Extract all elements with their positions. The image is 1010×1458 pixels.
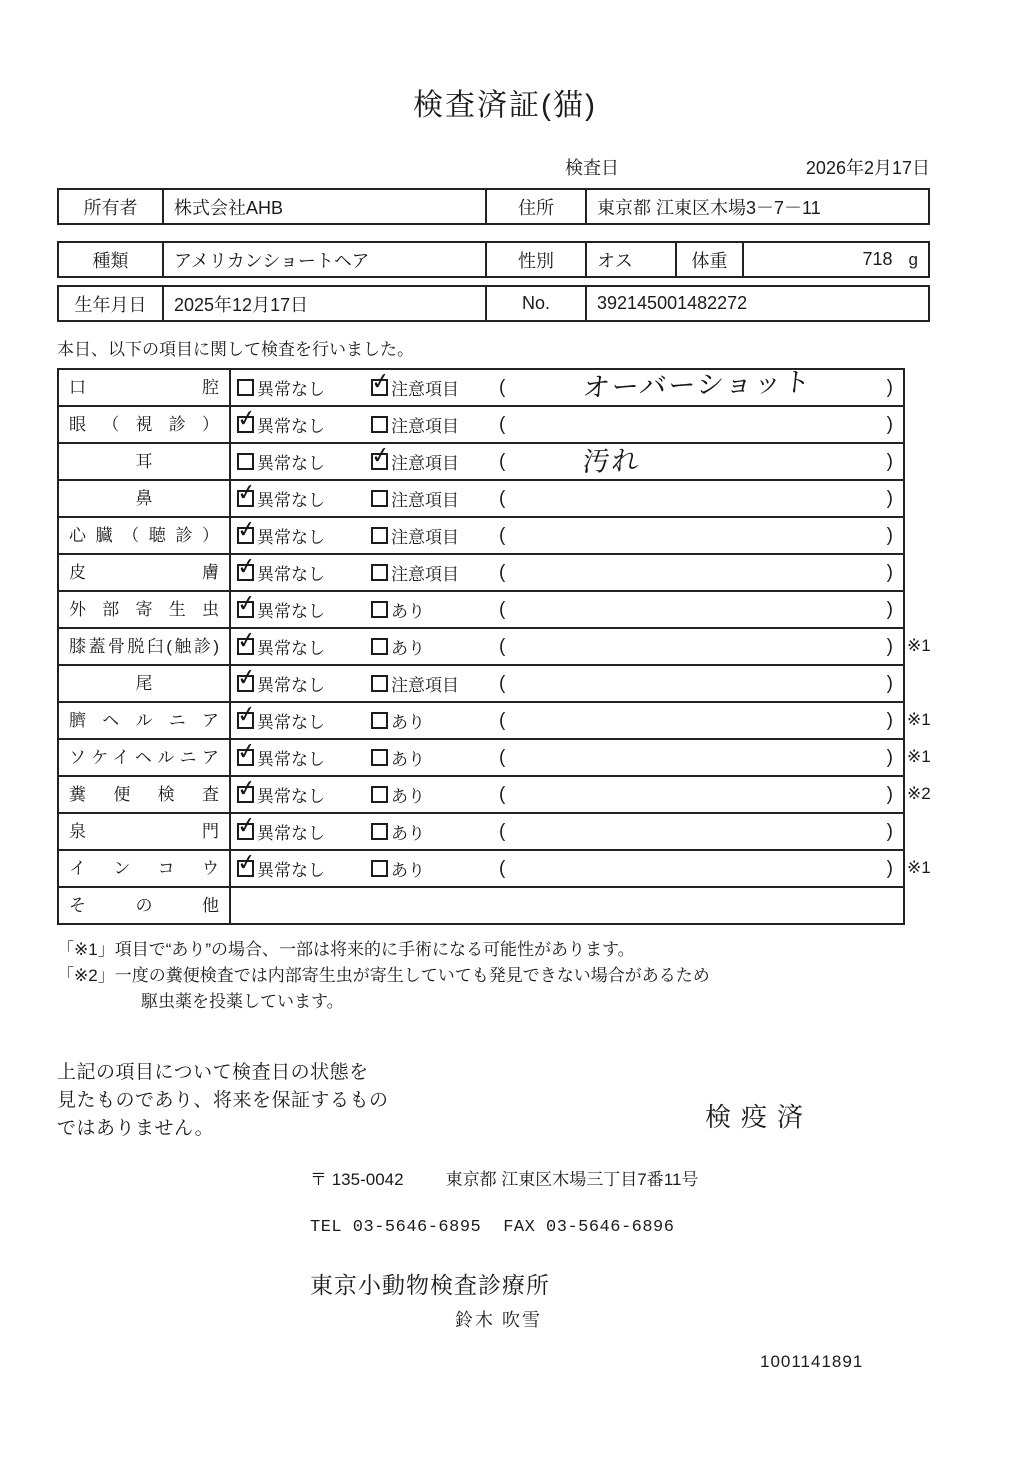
paren-close-icon: ) [886, 598, 893, 620]
weight-label: 体重 [675, 243, 742, 276]
exam-row-content [231, 703, 903, 738]
note-handwritten [505, 489, 886, 499]
option-attention-label: 注意項目 [391, 417, 459, 436]
checkbox-attention-icon [371, 453, 388, 470]
option-attention [371, 523, 499, 548]
option-normal-label: 異常なし [257, 750, 325, 769]
clinic-address-row [310, 1165, 1010, 1190]
option-attention [371, 745, 499, 770]
option-no-abnormality [237, 671, 371, 696]
paren-open-icon: ( [499, 783, 506, 805]
ref-mark: ※1 [907, 636, 931, 655]
paren-open-icon: ( [499, 857, 506, 879]
birthdate-value: 2025年12月17日 [162, 287, 485, 320]
option-attention [371, 486, 499, 511]
exam-item-label: 皮膚 [59, 555, 231, 590]
checkbox-normal-icon [237, 712, 254, 729]
checkbox-attention-icon [371, 712, 388, 729]
option-normal-label: 異常なし [257, 380, 325, 399]
checkbox-attention-icon [371, 749, 388, 766]
option-normal-label: 異常なし [257, 824, 325, 843]
weight-value: 718 [862, 249, 893, 269]
option-normal-label: 異常なし [257, 639, 325, 658]
exam-row [59, 366, 903, 407]
clinic-address: 東京都 江東区木場三丁目7番11号 [445, 1170, 699, 1189]
checkbox-attention-icon [371, 786, 388, 803]
clinic-fax: FAX 03-5646-6896 [503, 1218, 675, 1237]
option-no-abnormality [237, 819, 371, 844]
exam-row [59, 888, 903, 923]
checkbox-normal-icon [237, 786, 254, 803]
note-handwritten [505, 415, 886, 425]
option-no-abnormality [237, 782, 371, 807]
option-attention-label: 注意項目 [391, 528, 459, 547]
birthdate-table [57, 285, 930, 322]
paren-close-icon: ) [886, 524, 893, 546]
option-no-abnormality [237, 449, 371, 474]
birthdate-label: 生年月日 [74, 294, 147, 315]
no-label: No. [485, 287, 585, 320]
exam-item-label: 鼻 [59, 481, 231, 516]
exam-row-content [231, 629, 903, 664]
exam-row [59, 555, 903, 592]
clinic-footer [310, 1165, 1010, 1332]
paren-close-icon: ) [886, 672, 893, 694]
exam-row-content [231, 851, 903, 886]
note-handwritten [505, 785, 886, 795]
document-number: 1001141891 [760, 1352, 864, 1371]
paren-close-icon: ) [886, 413, 893, 435]
breed-table [57, 241, 930, 278]
checkbox-attention-icon [371, 416, 388, 433]
exam-row-content [231, 740, 903, 775]
option-attention-label: 注意項目 [391, 454, 459, 473]
option-normal-label: 異常なし [257, 787, 325, 806]
option-normal-label: 異常なし [257, 565, 325, 584]
note-handwritten [505, 674, 886, 684]
option-normal-label: 異常なし [257, 602, 325, 621]
footnotes [57, 937, 1010, 1015]
checkbox-attention-icon [371, 379, 388, 396]
note-handwritten [505, 711, 886, 721]
exam-item-label: ソケイヘルニア [59, 740, 231, 775]
option-attention [371, 412, 499, 437]
footnote-ref2-line1: 「※2」一度の糞便検査では内部寄生虫が寄生していても発見できない場合があるため [57, 966, 710, 985]
checkbox-normal-icon [237, 453, 254, 470]
option-no-abnormality [237, 597, 371, 622]
option-attention-label: 注意項目 [391, 380, 459, 399]
exam-item-label: 糞便検査 [59, 777, 231, 812]
disclaimer-text [57, 1059, 1010, 1143]
exam-table [57, 366, 931, 925]
exam-row [59, 851, 931, 888]
postal-code: 〒 135-0042 [310, 1170, 404, 1189]
exam-row [59, 592, 903, 629]
option-normal-label: 異常なし [257, 454, 325, 473]
paren-close-icon: ) [886, 635, 893, 657]
paren-close-icon: ) [886, 376, 893, 398]
paren-open-icon: ( [499, 746, 506, 768]
option-attention-label: あり [391, 824, 425, 843]
option-attention [371, 634, 499, 659]
disclaimer-section [57, 1059, 1010, 1143]
paren-open-icon: ( [499, 487, 506, 509]
paren-close-icon: ) [886, 487, 893, 509]
exam-item-label: 膝蓋骨脱臼(触診) [59, 629, 231, 664]
option-no-abnormality [237, 412, 371, 437]
exam-row [59, 666, 903, 703]
exam-row-content [231, 777, 903, 812]
exam-item-label: 耳 [59, 444, 231, 479]
paren-close-icon: ) [886, 783, 893, 805]
option-attention-label: 注意項目 [391, 491, 459, 510]
option-attention-label: あり [391, 713, 425, 732]
paren-close-icon: ) [886, 746, 893, 768]
option-no-abnormality [237, 486, 371, 511]
disclaimer-line2: 見たものであり、将来を保証するもの [57, 1090, 389, 1111]
option-attention-label: 注意項目 [391, 565, 459, 584]
weight-unit: g [908, 249, 918, 269]
exam-row [59, 740, 931, 777]
checkbox-normal-icon [237, 527, 254, 544]
address-value: 東京都 江東区木場3－7－11 [585, 190, 928, 223]
checkbox-normal-icon [237, 675, 254, 692]
option-no-abnormality [237, 634, 371, 659]
exam-row-content [231, 814, 903, 849]
exam-row-content [231, 366, 903, 405]
note-handwritten [505, 859, 886, 869]
checkbox-normal-icon [237, 601, 254, 618]
note-handwritten: 汚れ [581, 445, 643, 478]
paren-open-icon: ( [499, 820, 506, 842]
paren-open-icon: ( [499, 524, 506, 546]
exam-row-content [231, 518, 903, 553]
option-no-abnormality [237, 560, 371, 585]
option-attention [371, 597, 499, 622]
clinic-phone-row [310, 1218, 1010, 1237]
exam-row-content [231, 481, 903, 516]
clinic-tel: TEL 03-5646-6895 [310, 1218, 482, 1237]
paren-close-icon: ) [886, 561, 893, 583]
checkbox-normal-icon [237, 490, 254, 507]
exam-row-content [231, 592, 903, 627]
exam-row-content [231, 555, 903, 590]
note-handwritten [505, 600, 886, 610]
option-attention [371, 671, 499, 696]
option-normal-label: 異常なし [257, 417, 325, 436]
option-no-abnormality [237, 745, 371, 770]
paren-open-icon: ( [499, 413, 506, 435]
option-no-abnormality [237, 708, 371, 733]
checkbox-attention-icon [371, 675, 388, 692]
exam-row [59, 777, 931, 814]
option-attention [371, 708, 499, 733]
checkbox-normal-icon [237, 860, 254, 877]
option-normal-label: 異常なし [257, 491, 325, 510]
option-attention-label: あり [391, 602, 425, 621]
checkbox-attention-icon [371, 860, 388, 877]
exam-item-label: その他 [59, 888, 231, 923]
paren-open-icon: ( [499, 709, 506, 731]
note-handwritten [505, 748, 886, 758]
checkbox-attention-icon [371, 638, 388, 655]
exam-item-label: 心臓（聴診） [59, 518, 231, 553]
option-no-abnormality [237, 856, 371, 881]
option-attention-label: 注意項目 [391, 676, 459, 695]
page-title: 検査済証(猫) [413, 89, 597, 122]
breed-value: アメリカンショートヘア [162, 243, 485, 276]
checkbox-normal-icon [237, 564, 254, 581]
ref-mark: ※2 [907, 784, 931, 803]
exam-item-label: 口腔 [59, 370, 231, 405]
paren-close-icon: ) [886, 450, 893, 472]
option-attention [371, 375, 499, 400]
option-attention-label: あり [391, 787, 425, 806]
option-attention [371, 449, 499, 474]
inspection-date-row [57, 154, 930, 180]
note-handwritten [505, 822, 886, 832]
quarantine-passed-stamp: 検疫済 [705, 1102, 814, 1132]
sex-value: オス [585, 243, 675, 276]
ref-mark: ※1 [907, 710, 931, 729]
weight-value-cell [742, 243, 928, 276]
footnote-ref2-line2: 駆虫薬を投薬しています。 [141, 992, 344, 1011]
inspection-date-label: 検査日 [565, 158, 619, 178]
paren-close-icon: ) [886, 857, 893, 879]
exam-row [59, 481, 903, 518]
option-normal-label: 異常なし [257, 528, 325, 547]
exam-row [59, 444, 903, 481]
paren-open-icon: ( [499, 635, 506, 657]
sex-label: 性別 [485, 243, 585, 276]
paren-close-icon: ) [886, 820, 893, 842]
checkbox-normal-icon [237, 416, 254, 433]
note-handwritten: オーバーショット [581, 366, 815, 404]
exam-row [59, 814, 903, 851]
address-label: 住所 [485, 190, 585, 223]
exam-row-content [231, 888, 903, 923]
paren-open-icon: ( [499, 598, 506, 620]
breed-label: 種類 [92, 250, 129, 271]
exam-item-label: インコウ [59, 851, 231, 886]
note-handwritten [505, 563, 886, 573]
disclaimer-line3: ではありません。 [57, 1118, 215, 1139]
ref-mark: ※1 [907, 747, 931, 766]
note-handwritten [505, 526, 886, 536]
checkbox-attention-icon [371, 490, 388, 507]
inspection-date-value: 2026年2月17日 [805, 158, 930, 178]
option-attention-label: あり [391, 750, 425, 769]
exam-item-label: 尾 [59, 666, 231, 701]
intro-text: 本日、以下の項目に関して検査を行いました。 [57, 340, 414, 359]
exam-row [59, 703, 931, 740]
option-no-abnormality [237, 523, 371, 548]
checkbox-attention-icon [371, 823, 388, 840]
exam-row [59, 629, 931, 666]
checkbox-normal-icon [237, 638, 254, 655]
no-value: 392145001482272 [585, 287, 928, 320]
option-attention-label: あり [391, 639, 425, 658]
option-attention [371, 560, 499, 585]
exam-item-label: 外部寄生虫 [59, 592, 231, 627]
checkbox-attention-icon [371, 527, 388, 544]
checkbox-normal-icon [237, 749, 254, 766]
option-attention [371, 819, 499, 844]
option-normal-label: 異常なし [257, 676, 325, 695]
option-attention [371, 856, 499, 881]
exam-row-content [231, 444, 903, 479]
clinic-name: 東京小動物検査診療所 [310, 1272, 550, 1298]
exam-item-label: 泉門 [59, 814, 231, 849]
exam-row-content [231, 666, 903, 701]
owner-table [57, 188, 930, 225]
footnote-ref1: 「※1」項目で“あり”の場合、一部は将来的に手術になる可能性があります。 [57, 940, 635, 959]
exam-row [59, 518, 903, 555]
paren-close-icon: ) [886, 709, 893, 731]
paren-open-icon: ( [499, 672, 506, 694]
note-handwritten [505, 637, 886, 647]
exam-item-label: 眼（視診） [59, 407, 231, 442]
checkbox-attention-icon [371, 564, 388, 581]
checkbox-attention-icon [371, 601, 388, 618]
owner-value: 株式会社AHB [162, 190, 485, 223]
option-no-abnormality [237, 375, 371, 400]
exam-item-label: 臍ヘルニア [59, 703, 231, 738]
option-attention-label: あり [391, 861, 425, 880]
ref-mark: ※1 [907, 858, 931, 877]
option-normal-label: 異常なし [257, 713, 325, 732]
paren-open-icon: ( [499, 450, 506, 472]
checkbox-normal-icon [237, 823, 254, 840]
disclaimer-line1: 上記の項目について検査日の状態を [57, 1062, 369, 1083]
owner-label: 所有者 [83, 197, 138, 218]
checkbox-normal-icon [237, 379, 254, 396]
paren-open-icon: ( [499, 376, 506, 398]
option-normal-label: 異常なし [257, 861, 325, 880]
veterinarian-name: 鈴木 吹雪 [455, 1310, 543, 1330]
option-attention [371, 782, 499, 807]
paren-open-icon: ( [499, 561, 506, 583]
